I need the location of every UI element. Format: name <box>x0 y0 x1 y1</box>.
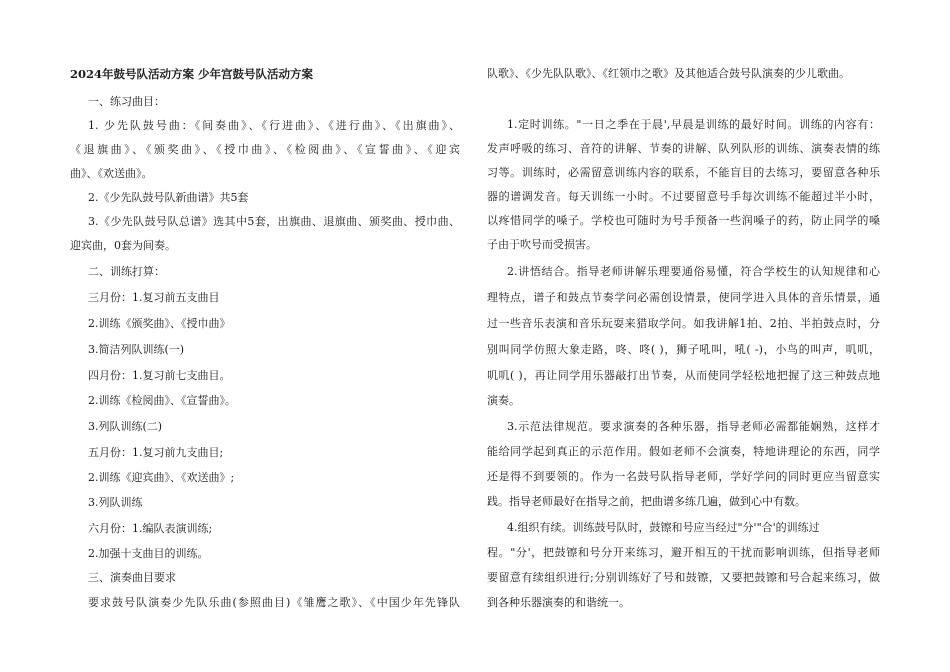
paragraph-line: 要留意有续组织进行;分别训练好了号和鼓镲，又要把鼓镲和号合起来练习，做 <box>487 571 880 584</box>
paragraph-line: 3.列队训练 <box>88 496 143 509</box>
paragraph-line: 叽叽( )，再让同学用乐器敲打出节奏，从而使同学轻松地把握了这三种鼓点地 <box>487 369 880 382</box>
paragraph-line: 发声呼吸的练习、音符的讲解、节奏的讲解、队列队形的训练、演奏表情的练 <box>487 142 880 155</box>
paragraph-line: 践。指导老师最好在指导之前，把曲谱多练几遍，做到心中有数。 <box>487 495 806 508</box>
paragraph-line: 还是得不到要领的。作为一名鼓号队指导老师，学好学问的同时更应当留意实 <box>487 470 880 483</box>
paragraph-line: 到各种乐器演奏的和谐统一。 <box>487 596 630 609</box>
section-heading: 二、训练打算： <box>88 265 165 278</box>
paragraph-line: 2.训练《颁奖曲》、《授巾曲》 <box>88 317 231 330</box>
paragraph-line: 4.组织有续。训练鼓号队时，鼓镲和号应当经过"分'"合'的训练过 <box>507 521 820 534</box>
paragraph-line: 演奏。 <box>487 394 520 407</box>
paragraph-line: 五月份：1.复习前九支曲目; <box>88 446 224 459</box>
paragraph-line: 子由于吹号而受损害。 <box>487 238 597 251</box>
document-title: 2024年鼓号队活动方案 少年宫鼓号队活动方案 <box>70 67 314 81</box>
paragraph-line: 四月份：1.复习前七支曲目。 <box>88 369 231 382</box>
section-heading: 三、演奏曲目要求 <box>88 571 176 584</box>
paragraph-line: 理特点，谱子和鼓点节奏学问必需创设情景，使同学进入具体的音乐情景，通 <box>487 291 880 304</box>
paragraph-line: 六月份：1.编队表演训练; <box>88 522 213 535</box>
paragraph-line: 3.《少先队鼓号队总谱》选其中5套，出旗曲、退旗曲、颁奖曲、授巾曲、 <box>88 215 460 228</box>
paragraph-line: 以疼惜同学的嗓子。学校也可随时为号手预备一些润嗓子的药，防止同学的嗓 <box>487 214 880 227</box>
section-heading: 一、练习曲目： <box>88 95 165 108</box>
paragraph-line: 2.讲悟结合。指导老师讲解乐理要通俗易懂，符合学校生的认知规律和心 <box>507 265 880 278</box>
paragraph-line: 2.训练《检阅曲》、《宣誓曲》。 <box>88 394 236 407</box>
paragraph-line: 程。"分'，把鼓镲和号分开来练习，避开相互的干扰而影响训练，但指导老师 <box>487 546 880 559</box>
paragraph-line: 队歌》、《少先队队歌》、《红领巾之歌》及其他适合鼓号队演奏的少儿歌曲。 <box>487 67 850 80</box>
paragraph-line: 别叫同学仿照大象走路，咚、咚( )，狮子吼叫，吼( -)，小鸟的叫声，叽叽， <box>487 343 880 356</box>
paragraph-line: 要求鼓号队演奏少先队乐曲(参照曲目)《雏鹰之歌》、《中国少年先锋队 <box>88 596 460 609</box>
paragraph-line: 1. 少先队鼓号曲：《间奏曲》、《行进曲》、《进行曲》、《出旗曲》、 <box>88 119 460 132</box>
paragraph-line: 曲》、《欢送曲》。 <box>70 167 153 180</box>
paragraph-line: 3.示范法律规范。要求演奏的各种乐器，指导老师必需都能娴熟，这样才 <box>507 420 880 433</box>
paragraph-line: 3.简洁列队训练(一) <box>88 343 185 356</box>
paragraph-line: 过一些音乐表演和音乐玩耍来猎取学问。如我讲解1拍、2拍、半拍鼓点时，分 <box>487 317 880 330</box>
paragraph-line: 2.训练《迎宾曲》、《欢送曲》; <box>88 471 235 484</box>
paragraph-line: 迎宾曲，0套为间奏。 <box>70 239 176 252</box>
paragraph-line: 1.定时训练。"一日之季在于晨',早晨是训练的最好时间。训练的内容有： <box>507 118 880 131</box>
paragraph-line: 习等。训练时，必需留意训练内容的联系，不能盲目的去练习，要留意各种乐 <box>487 166 880 179</box>
paragraph-line: 2.《少先队鼓号队新曲谱》共5套 <box>88 191 249 204</box>
paragraph-line: 3.列队训练(二) <box>88 420 163 433</box>
paragraph-line: 《退旗曲》、《颁奖曲》、《授巾曲》、《检阅曲》、《宣誓曲》、《迎宾 <box>70 143 460 156</box>
paragraph-line: 能给同学起到真正的示范作用。假如老师不会演奏，特地讲理论的东西，同学 <box>487 445 880 458</box>
paragraph-line: 三月份：1.复习前五支曲目 <box>88 291 220 304</box>
paragraph-line: 器的谱调发音。每天训练一小时。不过要留意号手每次训练不能超过半小时， <box>487 190 880 203</box>
paragraph-line: 2.加强十支曲目的训练。 <box>88 547 209 560</box>
